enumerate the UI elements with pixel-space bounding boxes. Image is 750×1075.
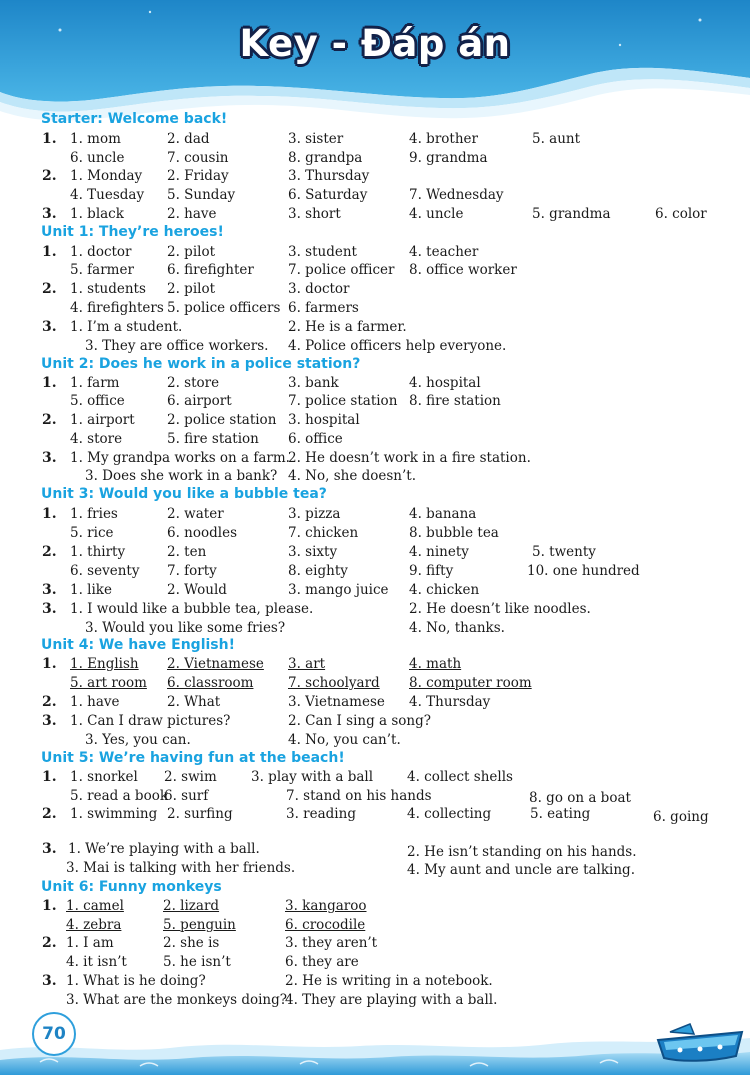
answer-item: 3. art (288, 656, 326, 672)
answer-item: 10. one hundred (527, 563, 640, 579)
answer-item: 6. firefighter (167, 262, 254, 278)
answer-item: 3. hospital (288, 412, 360, 428)
answer-item: 2. pilot (167, 281, 216, 297)
answer-line (0, 675, 750, 694)
answer-item: 7. stand on his hands (286, 788, 432, 804)
answer-item: 4. Thursday (409, 694, 491, 710)
boat-icon (650, 1018, 750, 1068)
answer-item: 1. thirty (70, 544, 126, 560)
answer-item: 1. Can I draw pictures? (70, 713, 231, 729)
answer-item: 5. fire station (167, 431, 259, 447)
answer-item: 4. Tuesday (70, 187, 145, 203)
answer-item: 6. Saturday (288, 187, 368, 203)
exercise-number: 2. (42, 168, 57, 184)
answer-item: 4. They are playing with a ball. (285, 992, 498, 1008)
answer-item: 2. Would (167, 582, 227, 598)
answer-line (0, 713, 750, 732)
answer-item: 4. collecting (407, 806, 492, 822)
answer-item: 4. it isn’t (66, 954, 127, 970)
answer-item: 5. police officers (167, 300, 281, 316)
answer-line (0, 656, 750, 675)
answer-item: 5. aunt (532, 131, 581, 147)
answer-item: 3. bank (288, 375, 339, 391)
answer-item: 1. Monday (70, 168, 143, 184)
answer-item: 5. he isn’t (163, 954, 231, 970)
answer-item: 9. grandma (409, 150, 488, 166)
exercise-number: 2. (42, 806, 57, 822)
answer-item: 7. Wednesday (409, 187, 504, 203)
answer-item: 4. collect shells (407, 769, 513, 785)
answer-item: 7. police officer (288, 262, 395, 278)
section-heading: Unit 2: Does he work in a police station? (41, 356, 361, 372)
exercise-number: 3. (42, 582, 57, 598)
answer-item: 5. read a book (70, 788, 169, 804)
answer-line (0, 601, 750, 620)
answer-item: 2. He doesn’t like noodles. (409, 601, 591, 617)
answer-line (0, 431, 750, 450)
exercise-number: 3. (42, 973, 57, 989)
exercise-number: 2. (42, 281, 57, 297)
answer-item: 8. bubble tea (409, 525, 499, 541)
answer-item: 6. surf (164, 788, 209, 804)
answer-item: 3. doctor (288, 281, 350, 297)
answer-item: 6. going (653, 809, 709, 825)
answer-item: 3. Vietnamese (288, 694, 385, 710)
section-heading: Unit 5: We’re having fun at the beach! (41, 750, 345, 766)
answer-item: 4. uncle (409, 206, 464, 222)
answer-item: 2. police station (167, 412, 277, 428)
answer-line (0, 150, 750, 169)
answer-item: 7. forty (167, 563, 217, 579)
answer-line (0, 935, 750, 954)
answer-item: 3. they aren’t (285, 935, 378, 951)
exercise-number: 2. (42, 694, 57, 710)
answer-line (0, 898, 750, 917)
answer-line (0, 860, 750, 879)
answer-item: 1. I’m a student. (70, 319, 183, 335)
answer-line (0, 563, 750, 582)
answer-item: 4. chicken (409, 582, 480, 598)
answer-item: 4. No, thanks. (409, 620, 505, 636)
answer-line (0, 450, 750, 469)
answer-item: 6. farmers (288, 300, 359, 316)
answer-item: 3. Does she work in a bank? (85, 468, 278, 484)
answer-item: 3. Mai is talking with her friends. (66, 860, 296, 876)
exercise-number: 1. (42, 131, 57, 147)
answer-item: 5. Sunday (167, 187, 236, 203)
answer-item: 2. He doesn’t work in a fire station. (288, 450, 531, 466)
answer-line (0, 732, 750, 751)
answer-item: 8. office worker (409, 262, 517, 278)
answer-item: 7. police station (288, 393, 398, 409)
answer-line (0, 769, 750, 788)
section-heading: Unit 3: Would you like a bubble tea? (41, 486, 327, 502)
answer-line (0, 468, 750, 487)
exercise-number: 2. (42, 544, 57, 560)
answer-item: 4. ninety (409, 544, 469, 560)
section-heading: Unit 6: Funny monkeys (41, 879, 222, 895)
answer-item: 5. office (70, 393, 125, 409)
answer-item: 3. play with a ball (251, 769, 374, 785)
answer-item: 3. Would you like some fries? (85, 620, 286, 636)
answer-line (0, 338, 750, 357)
exercise-number: 3. (42, 206, 57, 222)
exercise-number: 2. (42, 935, 57, 951)
answer-line (0, 375, 750, 394)
answer-item: 1. camel (66, 898, 124, 914)
answer-item: 2. Can I sing a song? (288, 713, 432, 729)
answer-item: 5. art room (70, 675, 147, 691)
answer-item: 4. brother (409, 131, 478, 147)
answer-item: 2. He is writing in a notebook. (285, 973, 493, 989)
answer-item: 6. crocodile (285, 917, 366, 933)
answer-line (0, 544, 750, 563)
answer-line (0, 244, 750, 263)
answer-item: 3. short (288, 206, 341, 222)
section-heading: Starter: Welcome back! (41, 111, 228, 127)
answer-line (0, 131, 750, 150)
answer-item: 4. hospital (409, 375, 481, 391)
answer-line (0, 841, 750, 860)
answer-line (0, 694, 750, 713)
answer-item: 4. No, you can’t. (288, 732, 401, 748)
answer-item: 9. fifty (409, 563, 454, 579)
answer-item: 1. students (70, 281, 146, 297)
answer-item: 6. office (288, 431, 343, 447)
section-heading: Unit 1: They’re heroes! (41, 224, 224, 240)
answer-item: 3. kangaroo (285, 898, 367, 914)
answer-item: 2. Vietnamese (167, 656, 264, 672)
answer-item: 1. snorkel (70, 769, 138, 785)
exercise-number: 1. (42, 898, 57, 914)
answer-item: 6. they are (285, 954, 359, 970)
answer-item: 4. banana (409, 506, 477, 522)
exercise-number: 3. (42, 450, 57, 466)
answer-item: 5. grandma (532, 206, 611, 222)
answer-line (0, 806, 750, 825)
answer-line (0, 300, 750, 319)
page-number: 70 (32, 1012, 76, 1056)
answer-item: 2. dad (167, 131, 210, 147)
answer-item: 7. cousin (167, 150, 229, 166)
answer-item: 1. English (70, 656, 139, 672)
answer-item: 1. What is he doing? (66, 973, 206, 989)
answer-item: 6. classroom (167, 675, 254, 691)
answer-item: 2. He is a farmer. (288, 319, 407, 335)
answer-line (0, 319, 750, 338)
answer-line (0, 393, 750, 412)
answer-item: 2. have (167, 206, 217, 222)
answer-line (0, 973, 750, 992)
answer-item: 2. pilot (167, 244, 216, 260)
exercise-number: 3. (42, 601, 57, 617)
answer-item: 2. water (167, 506, 224, 522)
answer-item: 3. sixty (288, 544, 338, 560)
answer-line (0, 525, 750, 544)
answer-item: 5. eating (530, 806, 591, 822)
answer-item: 8. eighty (288, 563, 348, 579)
answer-item: 8. computer room (409, 675, 532, 691)
answer-line (0, 992, 750, 1011)
exercise-number: 1. (42, 244, 57, 260)
answer-line (0, 412, 750, 431)
answer-item: 1. like (70, 582, 112, 598)
answer-item: 6. airport (167, 393, 232, 409)
answer-item: 7. chicken (288, 525, 359, 541)
answer-item: 2. store (167, 375, 220, 391)
answer-item: 4. store (70, 431, 123, 447)
answer-item: 8. fire station (409, 393, 501, 409)
exercise-number: 1. (42, 656, 57, 672)
page-title: Key - Đáp án (239, 22, 511, 65)
exercise-number: 1. (42, 375, 57, 391)
answer-item: 2. surfing (167, 806, 233, 822)
answer-line (0, 206, 750, 225)
exercise-number: 3. (42, 319, 57, 335)
answer-item: 3. Thursday (288, 168, 370, 184)
answer-item: 1. have (70, 694, 120, 710)
answer-line (0, 917, 750, 936)
answer-item: 3. They are office workers. (85, 338, 269, 354)
answer-item: 3. mango juice (288, 582, 389, 598)
answer-item: 2. lizard (163, 898, 220, 914)
answer-line (0, 168, 750, 187)
answer-line (0, 954, 750, 973)
answer-item: 2. Friday (167, 168, 229, 184)
answer-item: 8. go on a boat (529, 790, 631, 806)
answer-line (0, 187, 750, 206)
answer-item: 2. What (167, 694, 221, 710)
answer-item: 1. My grandpa works on a farm. (70, 450, 290, 466)
answer-item: 3. sister (288, 131, 344, 147)
answer-item: 1. doctor (70, 244, 132, 260)
answer-line (0, 281, 750, 300)
answer-item: 3. pizza (288, 506, 341, 522)
answer-item: 8. grandpa (288, 150, 363, 166)
section-heading: Unit 4: We have English! (41, 637, 235, 653)
answer-item: 3. Yes, you can. (85, 732, 191, 748)
answer-item: 5. rice (70, 525, 114, 541)
answer-item: 3. reading (286, 806, 356, 822)
answer-item: 2. she is (163, 935, 220, 951)
answer-item: 4. No, she doesn’t. (288, 468, 416, 484)
answer-item: 2. swim (164, 769, 217, 785)
answer-item: 2. He isn’t standing on his hands. (407, 844, 637, 860)
answer-item: 4. firefighters (70, 300, 164, 316)
answer-item: 4. Police officers help everyone. (288, 338, 507, 354)
answer-item: 1. mom (70, 131, 121, 147)
answer-item: 6. seventy (70, 563, 140, 579)
exercise-number: 2. (42, 412, 57, 428)
footer-wave (0, 1020, 750, 1075)
answer-line (0, 788, 750, 807)
answer-item: 4. math (409, 656, 462, 672)
answer-item: 1. I am (66, 935, 114, 951)
exercise-number: 1. (42, 506, 57, 522)
answer-item: 3. student (288, 244, 357, 260)
answer-item: 5. farmer (70, 262, 134, 278)
answer-item: 4. My aunt and uncle are talking. (407, 862, 635, 878)
answer-line (0, 262, 750, 281)
answer-item: 6. uncle (70, 150, 125, 166)
answer-item: 5. penguin (163, 917, 236, 933)
answer-item: 1. airport (70, 412, 135, 428)
answer-item: 1. farm (70, 375, 120, 391)
answer-item: 1. I would like a bubble tea, please. (70, 601, 314, 617)
answer-item: 1. We’re playing with a ball. (68, 841, 260, 857)
answer-item: 6. color (655, 206, 707, 222)
answer-item: 5. twenty (532, 544, 596, 560)
exercise-number: 1. (42, 769, 57, 785)
exercise-number: 3. (42, 713, 57, 729)
answer-item: 3. What are the monkeys doing? (66, 992, 287, 1008)
answer-line (0, 582, 750, 601)
answer-item: 1. fries (70, 506, 118, 522)
answer-item: 1. black (70, 206, 124, 222)
answer-item: 6. noodles (167, 525, 237, 541)
answer-item: 7. schoolyard (288, 675, 380, 691)
answer-item: 2. ten (167, 544, 207, 560)
answer-line (0, 506, 750, 525)
answer-item: 1. swimming (70, 806, 158, 822)
answer-item: 4. zebra (66, 917, 122, 933)
answer-item: 4. teacher (409, 244, 479, 260)
exercise-number: 3. (42, 841, 57, 857)
